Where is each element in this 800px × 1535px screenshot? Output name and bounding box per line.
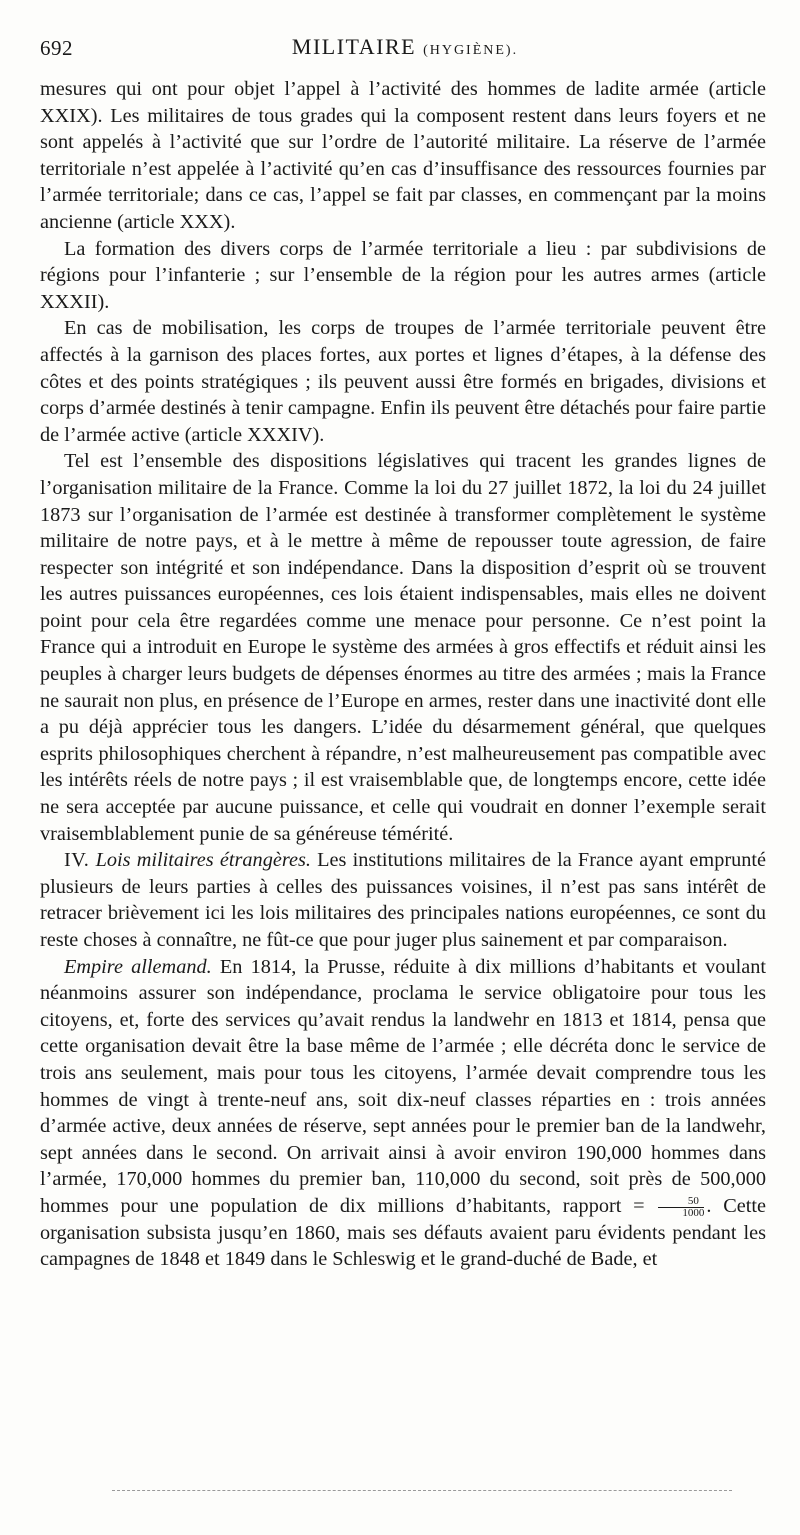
running-head bbox=[40, 34, 770, 60]
ratio-fraction bbox=[658, 1196, 704, 1219]
paragraph-foreign-laws bbox=[40, 847, 766, 953]
page-header bbox=[40, 34, 770, 64]
paragraph-german-empire bbox=[40, 954, 766, 1273]
fraction-denominator: 1000 bbox=[682, 1206, 705, 1219]
page-number: 692 bbox=[40, 36, 73, 60]
footer-dotted-rule bbox=[112, 1490, 732, 1491]
fraction-numerator: 50 bbox=[658, 1196, 704, 1208]
section-text: Les institutions militaires de la France ayant emprunté plusieurs de leurs parties à celles des puissances voisines, il n’est pas sans intérêt de retracer brièvement ici les lois militaires des principales nations européennes, ce sont du reste choses à connaître, ne fût-ce que pour juger plus sainement et par comparaison. bbox=[40, 849, 766, 951]
paragraph-continued: mesures qui ont pour objet l’appel à l’activité des hommes de ladite armée (article XXIX). Les militaires de tous grades qui la composent restent dans leurs foyers et ne sont appelés à l’activité que sur l’ordre de l’autorité militaire. La réserve de l’armée territoriale n’est appelée à l’activité qu’en cas d’insuffisance des ressources fournies par l’armée territoriale; dans ce cas, l’appel se fait par classes, en commençant par la moins ancienne (article XXX). bbox=[40, 78, 766, 233]
section-heading: Lois militaires étrangères. bbox=[95, 849, 311, 872]
running-head-subtitle: (HYGIÈNE). bbox=[423, 43, 519, 58]
subsection-text-a: En 1814, la Prusse, réduite à dix millions d’habitants et voulant néanmoins assurer son indépendance, proclama le service obligatoire pour tous les citoyens, et, forte des services qu’avait rendus la landwehr en 1813 et 1814, pensa que cette organisation devait être la base même de l’armée ; elle décréta donc le service de trois ans seulement, mais pour tous les citoyens, l’armée devait comprendre tous les hommes de vingt à trente-neuf ans, soit dix-neuf classes réparties en : trois années d’armée active, deux années de réserve, sept années pour le premier ban de la landwehr, sept années dans le second. On arrivait ainsi à avoir environ 190,000 hommes dans l’armée, 170,000 hommes du premier ban, 110,000 du second, soit près de 500,000 hommes pour une population de dix millions d’habitants, rapport = bbox=[40, 955, 766, 1217]
section-number: IV. bbox=[64, 849, 90, 872]
running-head-title: MILITAIRE bbox=[291, 34, 417, 59]
paragraph-legislative-summary: Tel est l’ensemble des dispositions législatives qui tracent les grandes lignes de l’organisation militaire de la France. Comme la loi du 27 juillet 1872, la loi du 24 juillet 1873 sur l’organisation de l’armée est destinée à transformer complètement le système militaire de notre pays, et à le mettre à même de repousser toute agression, de faire respecter son intégrité et son indépendance. Dans la disposition d’esprit où se trouvent les autres puissances européennes, ces lois étaient indispensables, mais elles ne doivent point pour cela être regardées comme une menace pour personne. Ce n’est point la France qui a introduit en Europe le système des armées à gros effectifs et réduit ainsi les peuples à charger leurs budgets de dépenses énormes au titre des armées ; mais la France ne saurait non plus, en présence de l’Europe en armes, rester dans une inactivité dont elle a pu déjà apprécier tous les dangers. L’idée du désarmement général, que quelques esprits philosophiques cherchent à répandre, n’est malheureusement pas compatible avec les intérêts réels de notre pays ; il est vraisemblable que, de longtemps encore, cette idée ne sera acceptée par aucune puissance, et celle qui voudrait en donner l’exemple serait vraisemblablement punie de sa généreuse témérité. bbox=[40, 450, 766, 845]
subsection-text-b: . Cette organisation subsista jusqu’en 1860, mais ses défauts avaient paru évidents pendant les campagnes de 1848 et 1849 dans le Schleswig et le grand-duché de Bade, et bbox=[40, 1194, 766, 1271]
paragraph-territorial-formation: La formation des divers corps de l’armée territoriale a lieu : par subdivisions de régions pour l’infanterie ; sur l’ensemble de la région pour les autres armes (article XXXII). bbox=[40, 237, 766, 313]
subsection-heading: Empire allemand. bbox=[64, 955, 212, 978]
body-text bbox=[40, 76, 766, 1273]
paragraph-mobilisation: En cas de mobilisation, les corps de troupes de l’armée territoriale peuvent être affectés à la garnison des places fortes, aux portes et lignes d’étapes, à la défense des côtes et des points stratégiques ; ils peuvent aussi être formés en brigades, divisions et corps d’armée destinés à tenir campagne. Enfin ils peuvent être détachés pour faire partie de l’armée active (article XXXIV). bbox=[40, 317, 766, 446]
